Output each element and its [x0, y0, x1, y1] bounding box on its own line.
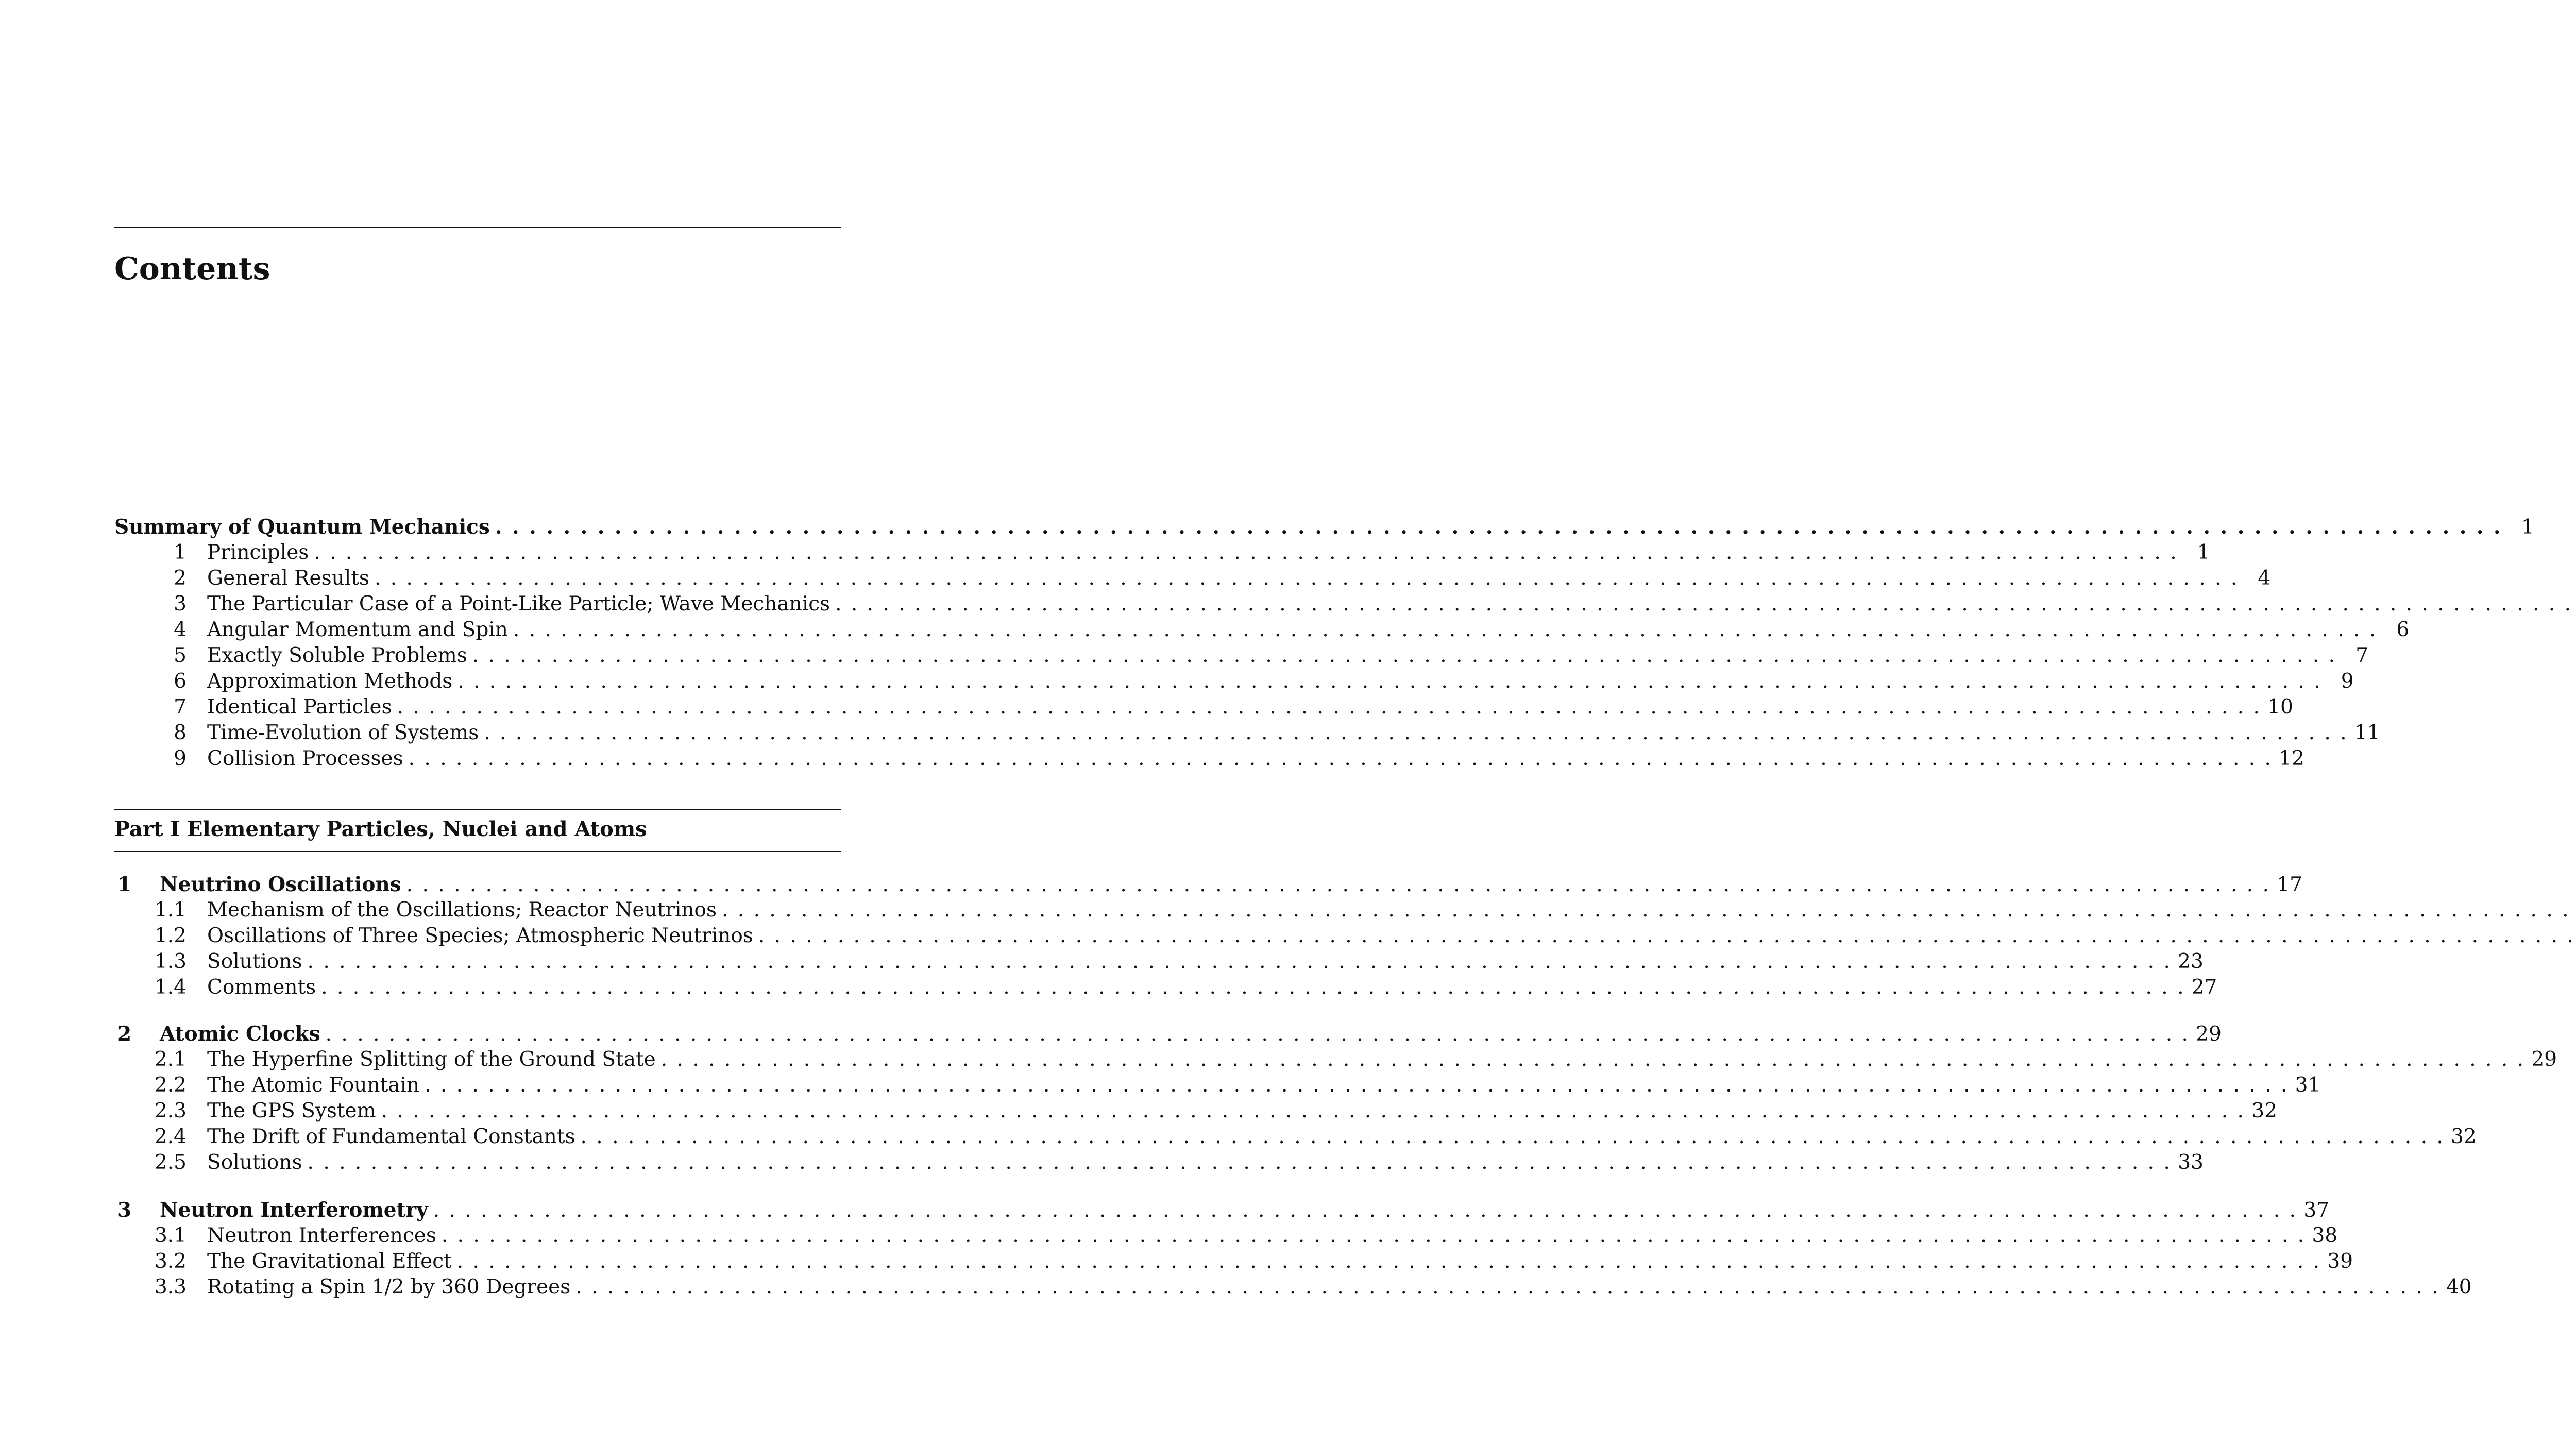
- toc-section[interactable]: [114, 1072, 2321, 1098]
- toc-section-title: Solutions: [207, 1151, 302, 1174]
- toc-section-number: 3.3: [154, 1275, 187, 1299]
- dot-leader: [326, 1022, 2190, 1047]
- toc-section-page: 10: [2267, 695, 2293, 719]
- part-rule-top: [114, 809, 841, 810]
- toc-section-title: Solutions: [207, 950, 302, 973]
- dot-leader: [308, 1150, 2172, 1176]
- toc-section-number: 2.4: [154, 1125, 187, 1148]
- toc-section-number: 1.3: [154, 950, 187, 973]
- toc-section-page: 23: [2178, 950, 2204, 973]
- toc-section-page: 32: [2451, 1125, 2477, 1148]
- toc-section-page: 38: [2312, 1224, 2338, 1247]
- toc-section-number: 3: [174, 592, 187, 616]
- toc-chapter[interactable]: [114, 872, 2302, 897]
- toc-section[interactable]: [114, 1124, 2477, 1150]
- toc-section-page: 39: [2327, 1250, 2353, 1273]
- toc-section[interactable]: [114, 1249, 2353, 1274]
- toc-chapter-title: Neutron Interferometry: [160, 1198, 428, 1222]
- toc-chapter-title: Neutrino Oscillations: [160, 873, 401, 896]
- dot-leader: [375, 566, 2239, 591]
- toc-section-title: General Results: [207, 567, 369, 590]
- toc-section-number: 9: [174, 747, 187, 770]
- toc-section-title: Neutron Interferences: [207, 1224, 436, 1247]
- dot-leader: [575, 1274, 2439, 1300]
- toc-section-number: 2.2: [154, 1074, 187, 1097]
- toc-section-title: The Drift of Fundamental Constants: [207, 1125, 575, 1148]
- toc-section[interactable]: [114, 897, 841, 923]
- toc-section-number: 2.1: [154, 1048, 187, 1071]
- toc-section-title: The Hyperfine Splitting of the Ground State: [207, 1048, 656, 1071]
- toc-section-title: The GPS System: [207, 1099, 376, 1122]
- toc-section-title: Approximation Methods: [207, 670, 453, 693]
- dot-leader: [314, 540, 2178, 566]
- toc-section-number: 8: [174, 721, 187, 744]
- toc-chapter-number: 3: [117, 1198, 132, 1222]
- dot-leader: [406, 872, 2270, 898]
- toc-section-number: 3.2: [154, 1250, 187, 1273]
- toc-section-page: 7: [2355, 644, 2369, 667]
- toc-section-number: 1.2: [154, 924, 187, 947]
- toc-section[interactable]: [114, 694, 2293, 720]
- dot-leader: [457, 1249, 2321, 1274]
- toc-section-page: 9: [2341, 670, 2354, 693]
- toc-section-title: The Atomic Fountain: [207, 1074, 420, 1097]
- dot-leader: [397, 694, 2261, 720]
- dot-leader: [433, 1198, 2297, 1223]
- toc-section-number: 1.1: [154, 898, 187, 922]
- toc-section-number: 7: [174, 695, 187, 719]
- toc-section[interactable]: [114, 566, 2271, 591]
- toc-section-number: 2.5: [154, 1151, 187, 1174]
- toc-chapter-page: 37: [2303, 1199, 2330, 1222]
- toc-section[interactable]: [114, 591, 841, 617]
- dot-leader: [513, 617, 2377, 643]
- part-title[interactable]: Part I Elementary Particles, Nuclei and Atoms: [114, 817, 647, 841]
- toc-entry-page: 1: [2521, 516, 2534, 539]
- dot-leader: [472, 643, 2336, 669]
- toc-section-title: Identical Particles: [207, 695, 392, 719]
- toc-section-title: Principles: [207, 541, 309, 564]
- toc-section[interactable]: [114, 669, 2354, 694]
- toc-section[interactable]: [114, 720, 2380, 746]
- toc-section[interactable]: [114, 1047, 2557, 1072]
- toc-section-title: The Gravitational Effect: [207, 1250, 452, 1273]
- toc-section-title: Exactly Soluble Problems: [207, 644, 467, 667]
- toc-chapter[interactable]: [114, 1197, 2330, 1223]
- top-rule: [114, 227, 841, 228]
- toc-section-title: Comments: [207, 976, 316, 999]
- dot-leader: [457, 669, 2321, 694]
- toc-section[interactable]: [114, 617, 2410, 643]
- part-rule-bottom: [114, 851, 841, 852]
- toc-section[interactable]: [114, 1274, 2472, 1300]
- toc-section[interactable]: [114, 949, 2204, 975]
- toc-section-title: Collision Processes: [207, 747, 403, 770]
- dot-leader: [580, 1124, 2444, 1150]
- toc-section-page: 29: [2531, 1048, 2557, 1071]
- toc-section-page: 11: [2354, 721, 2380, 744]
- toc-chapter[interactable]: [114, 1021, 2222, 1047]
- toc-section-number: 4: [174, 618, 187, 641]
- toc-section-number: 6: [174, 670, 187, 693]
- dot-leader: [495, 514, 2502, 540]
- dot-leader: [442, 1223, 2306, 1249]
- toc-section-page: 32: [2251, 1099, 2277, 1122]
- toc-section-title: Rotating a Spin 1/2 by 360 Degrees: [207, 1275, 571, 1299]
- toc-section-page: 6: [2396, 618, 2410, 641]
- toc-section-number: 1.4: [154, 976, 187, 999]
- toc-section-page: 40: [2446, 1275, 2472, 1299]
- toc-section-title: Time-Evolution of Systems: [207, 721, 479, 744]
- toc-section-number: 1: [174, 541, 187, 564]
- toc-section[interactable]: [114, 540, 2210, 566]
- dot-leader: [321, 975, 2185, 1000]
- dot-leader: [425, 1072, 2289, 1098]
- toc-section-number: 2.3: [154, 1099, 187, 1122]
- toc-chapter-number: 2: [117, 1022, 132, 1046]
- dot-leader: [722, 897, 2576, 923]
- dot-leader: [381, 1098, 2245, 1124]
- dot-leader: [758, 923, 2576, 949]
- toc-section-page: 27: [2191, 976, 2217, 999]
- toc-section-page: 33: [2178, 1151, 2204, 1174]
- toc-section[interactable]: [114, 643, 2369, 669]
- dot-leader: [484, 720, 2348, 746]
- page-title: Contents: [114, 251, 270, 287]
- toc-section[interactable]: [114, 923, 841, 949]
- dot-leader: [835, 591, 2576, 617]
- toc-section-page: 4: [2258, 567, 2271, 590]
- toc-section[interactable]: [114, 1223, 2338, 1249]
- toc-section-number: 2: [174, 567, 187, 590]
- toc-chapter-title: Atomic Clocks: [160, 1022, 320, 1046]
- toc-entry-title: Summary of Quantum Mechanics: [114, 515, 490, 539]
- toc-section-title: Angular Momentum and Spin: [207, 618, 508, 641]
- toc-section[interactable]: [114, 746, 2304, 772]
- toc-section-page: 31: [2295, 1074, 2321, 1097]
- toc-section[interactable]: [114, 975, 2217, 1000]
- toc-section[interactable]: [114, 1098, 2277, 1124]
- toc-chapter-number: 1: [117, 873, 132, 896]
- toc-section-number: 5: [174, 644, 187, 667]
- toc-entry-summary[interactable]: [114, 514, 2534, 540]
- toc-section[interactable]: [114, 1150, 2204, 1176]
- dot-leader: [308, 949, 2172, 975]
- toc-section-title: Oscillations of Three Species; Atmospheric Neutrinos: [207, 924, 753, 947]
- toc-section-number: 3.1: [154, 1224, 187, 1247]
- dot-leader: [661, 1047, 2525, 1072]
- toc-section-title: Mechanism of the Oscillations; Reactor Neutrinos: [207, 898, 717, 922]
- toc-chapter-page: 17: [2277, 873, 2302, 896]
- toc-section-page: 12: [2279, 747, 2304, 770]
- toc-section-title: The Particular Case of a Point-Like Particle; Wave Mechanics: [207, 592, 831, 616]
- dot-leader: [409, 746, 2273, 772]
- toc-chapter-page: 29: [2196, 1023, 2222, 1046]
- toc-section-page: 1: [2197, 541, 2210, 564]
